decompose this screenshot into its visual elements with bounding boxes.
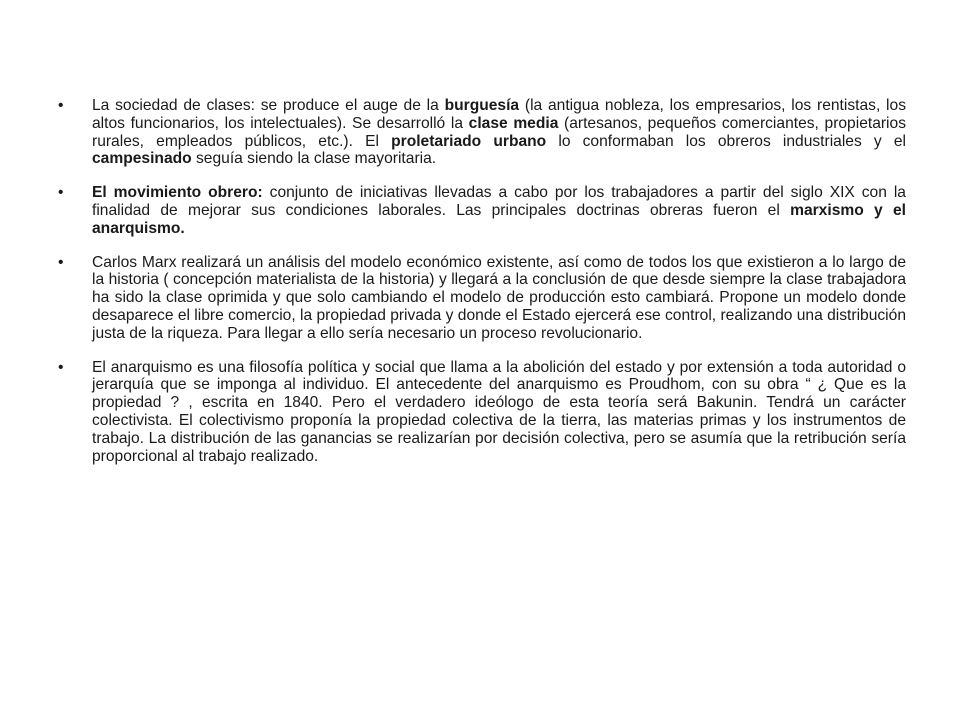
text-segment-bold: proletariado urbano	[391, 132, 547, 150]
text-segment: (artesanos, pequeños comerciantes, propietarios rurales, empleados públicos, etc.). El	[92, 114, 906, 150]
text-segment-bold: clase media	[468, 114, 559, 132]
bullet-text	[92, 359, 906, 465]
text-segment: lo conformaban los obreros industriales y el	[546, 132, 906, 150]
bullet-item-marx	[58, 254, 906, 343]
text-segment-bold: campesinado	[92, 150, 192, 168]
bullet-icon: •	[58, 97, 64, 114]
bullet-text	[92, 97, 906, 167]
text-segment: conjunto de iniciativas llevadas a cabo por los trabajadores a partir del siglo XIX con la finalidad de mejorar sus condiciones laborales. Las principales doctrinas obreras fueron el	[92, 184, 906, 219]
bullet-item-anarquismo	[58, 359, 906, 466]
bullet-list	[58, 97, 906, 481]
text-segment-bold: El movimiento obrero:	[92, 184, 263, 202]
text-segment-bold: burguesía	[444, 97, 520, 114]
text-segment: seguía siendo la clase mayoritaria.	[191, 150, 437, 168]
text-segment-bold: marxismo y el anarquismo.	[92, 201, 906, 237]
bullet-icon: •	[58, 358, 64, 376]
bullet-text	[92, 254, 906, 342]
bullet-icon: •	[58, 184, 64, 202]
bullet-icon: •	[58, 253, 64, 271]
bullet-item-movimiento-obrero	[58, 184, 906, 237]
bullet-text	[92, 184, 906, 237]
text-segment: Carlos Marx realizará un análisis del modelo económico existente, así como de todos los que existieron a lo largo de la historia ( concepción materialista de la historia) y llegará a la conclusión de que desde siempre la clase trabajadora ha sido la clase oprimida y que solo cambiando el modelo de producción esto cambiará. Propone un modelo donde desaparece el libre comercio, la propiedad privada y donde el Estado ejercerá ese control, realizando una distribución justa de la riqueza. Para llegar a ello sería necesario un proceso revolucionario.	[92, 253, 906, 342]
text-segment: El anarquismo es una filosofía política y social que llama a la abolición del estado y por extensión a toda autoridad o jerarquía que se imponga al individuo. El antecedente del anarquismo es Proudhom, con su obra “ ¿ Que es la propiedad ? , escrita en 1840. Pero el verdadero ideólogo de esta teoría será Bakunin. Tendrá un carácter colectivista. El colectivismo proponía la propiedad colectiva de la tierra, las materias primas y los instrumentos de trabajo. La distribución de las ganancias se realizarían por decisión colectiva, pero se asumía que la retribución sería proporcional al trabajo realizado.	[92, 358, 906, 465]
bullet-item-clases	[58, 97, 906, 168]
text-segment: La sociedad de clases: se produce el auge de la	[92, 97, 445, 114]
text-segment: (la antigua nobleza, los empresarios, los rentistas, los altos funcionarios, los intelectuales). Se desarrolló la	[92, 97, 906, 132]
